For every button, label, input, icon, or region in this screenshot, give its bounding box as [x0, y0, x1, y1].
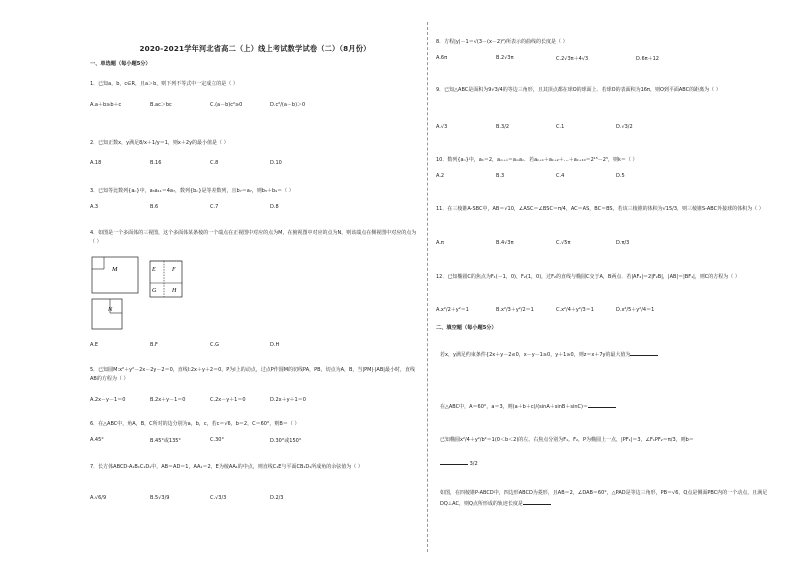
option-b: B.F — [150, 342, 158, 348]
question-4: 4．如图是一个多面体的三视图，这个多面体某条棱的一个端点在正视图中对应的点为M，在俯视图中对应的点为N，则该端点在侧视图中对应的点为（ ） — [90, 230, 417, 245]
option-d: D.H — [270, 342, 280, 348]
question-3: 3．已知等比数列{aₙ}中，a₃a₁₁＝4a₇，数列{bₙ}是等差数列，且b₇＝a₇，则b₅＋b₉＝（ ） — [90, 188, 294, 194]
option-d: D.c²/(a－b)＞0 — [270, 102, 306, 108]
option-a: A.3 — [90, 204, 99, 210]
answer-blank[interactable] — [588, 401, 616, 408]
fill-question-3-text: 已知椭圆x²/4＋y²/b²＝1(0＜b＜2)的左、右焦点分别为F₁，F₂，P为椭圆上一点，|PF₁|＝3，∠F₁PF₂＝π/3，则b＝ — [440, 437, 694, 443]
question-2: 2．已知正数x，y满足8/x＋1/y＝1，则x＋2y的最小值是（ ） — [90, 140, 229, 146]
question-10: 10．数列{aₙ}中，a₁＝2，aₘ₊ₙ＝aₘaₙ．若aₖ₊₁＋aₖ₊₂＋…＋aₖ₊₁₀＝2¹⁵－2⁵，则k＝（ ） — [436, 157, 638, 163]
label-g: G — [152, 288, 157, 294]
answer-blank[interactable] — [630, 349, 658, 356]
option-a: A.2x－y－1＝0 — [90, 397, 126, 403]
option-a: A.2 — [436, 173, 445, 179]
option-c: C.8 — [210, 160, 219, 166]
option-b: B.3 — [496, 173, 505, 179]
fill-question-3-answer — [440, 458, 640, 469]
option-b: B.4√3π — [496, 240, 514, 246]
option-c: C.G — [210, 342, 219, 348]
option-d: D.π/3 — [616, 240, 630, 246]
option-c: C.2x－y＋1＝0 — [210, 397, 246, 403]
option-c: C.(a－b)c²≥0 — [210, 102, 243, 108]
label-n: N — [108, 306, 113, 313]
label-f: F — [172, 267, 176, 273]
option-c: C.√5π — [556, 240, 571, 246]
answer-blank[interactable] — [440, 458, 468, 465]
fill-question-2 — [440, 401, 740, 412]
option-c: C.4 — [556, 173, 565, 179]
option-a: A.√3 — [436, 124, 448, 130]
option-b: B.45°或135° — [150, 438, 181, 444]
option-c: C.7 — [210, 204, 219, 210]
label-e: E — [152, 267, 156, 273]
option-d: D.2/3 — [270, 495, 284, 501]
option-b: B.ac＞bc — [150, 102, 172, 108]
option-d: D.10 — [270, 160, 282, 166]
section-single-choice: 一、单选题（每小题5分） — [90, 61, 151, 67]
label-m: M — [112, 266, 118, 273]
fill-question-1 — [440, 349, 740, 360]
option-b: B.2√3π — [496, 55, 514, 61]
option-d: D.8 — [270, 204, 279, 210]
front-view — [92, 257, 138, 293]
option-d: D.√3/2 — [616, 124, 633, 130]
answer-blank[interactable] — [523, 498, 551, 505]
option-c: C.√3/3 — [210, 495, 227, 501]
option-c: C.x²/4＋y²/3＝1 — [556, 307, 594, 313]
question-6: 6．在△ABC中，角A，B，C所对的边分别为a，b，c，若c＝√6，b＝2，C＝60°，则B＝（ ） — [90, 421, 300, 427]
question-8: 8．方程|y|－1＝√(3－(x－2)²)所表示的曲线的长度是（ ） — [436, 39, 568, 45]
option-c: C.30° — [210, 437, 224, 443]
option-b: B.x²/3＋y²/2＝1 — [496, 307, 534, 313]
option-c: C.2√3π＋4√3 — [556, 56, 589, 62]
option-a: A.a＋b≥b＋c — [90, 102, 122, 108]
option-b: B.3/2 — [496, 124, 510, 130]
side-view-figure — [148, 259, 196, 299]
top-view — [92, 299, 122, 329]
option-a: A.45° — [90, 437, 104, 443]
question-11: 11．在三棱锥A-SBC中，AB＝√10，∠ASC＝∠BSC＝π/4，AC＝AS，BC＝BS，若该三棱锥的体积为√15/3，则三棱锥S-ABC外接球的体积为（ ） — [436, 206, 764, 212]
exam-title: 2020-2021学年河北省高二（上）线上考试数学试卷（二）（8月份） — [139, 44, 371, 53]
option-b: B.5√3/9 — [150, 495, 170, 501]
option-b: B.16 — [150, 160, 162, 166]
column-divider — [427, 22, 428, 552]
question-5: 5．已知圆M:x²＋y²－2x－2y－2＝0，直线l:2x＋y＋2＝0，P为l上的动点，过点P作圆M的切线PA，PB，切点为A，B，当|PM|·|AB|最小时，直线AB的方程为（ ） — [90, 367, 415, 382]
fill-question-4-text: 如图，在四棱锥P-ABCD中，四边形ABCD为菱形，且AB＝2，∠DAB＝60°，△PAD是等边三角形，PB＝√6，Q点是侧面PBC内的一个动点，且满足DQ⊥AC，则Q点所形成的轨迹长度是 — [440, 490, 768, 507]
option-a: A.x²/2＋y²＝1 — [436, 307, 469, 313]
option-a: A.√6/9 — [90, 495, 107, 501]
fill-question-1-text: 若x，y满足约束条件{2x＋y－2≤0，x－y－1≥0，y＋1≥0，则z＝x＋7y的最大值为 — [440, 352, 631, 358]
label-h: H — [172, 288, 177, 294]
section-fill-in: 二、填空题（每小题5分） — [436, 325, 497, 331]
option-d: D.6π＋12 — [636, 56, 659, 62]
option-d: D.x²/5＋y²/4＝1 — [616, 307, 655, 313]
question-1: 1．已知a，b，c∈R，且a＞b，则下列不等式中一定成立的是（ ） — [90, 81, 238, 87]
fill-question-3 — [440, 436, 774, 445]
option-a: A.18 — [90, 160, 102, 166]
option-a: A.6π — [436, 55, 448, 61]
option-b: B.2x＋y－1＝0 — [150, 397, 186, 403]
fill-question-3-tail: 3/2 — [469, 461, 478, 467]
option-d: D.30°或150° — [270, 438, 302, 444]
option-a: A.π — [436, 240, 444, 246]
option-a: A.E — [90, 342, 99, 348]
option-c: C.1 — [556, 124, 565, 130]
option-d: D.2x＋y＋1＝0 — [270, 397, 306, 403]
fill-question-4 — [440, 489, 774, 509]
question-9: 9．已知△ABC是面积为9√3/4的等边三角形，且其顶点都在球O的球面上．若球O的表面积为16π，则O到平面ABC的距离为（ ） — [436, 87, 721, 93]
fill-question-2-text: 在△ABC中，A＝60°，a＝3，则(a＋b＋c)/(sinA＋sinB＋sinC)＝ — [440, 404, 588, 410]
option-d: D.5 — [616, 173, 625, 179]
option-b: B.6 — [150, 204, 159, 210]
question-12: 12．已知椭圆C的焦点为F₁(－1，0)，F₂(1，0)，过F₂的直线与椭圆C交于A，B两点．若|AF₂|＝2|F₂B|，|AB|＝|BF₁|，则C的方程为（ ） — [436, 274, 740, 280]
question-7: 7．长方体ABCD-A₁B₁C₁D₁中，AB＝AD＝1，AA₁＝2，E为棱AA₁的中点，则直线C₁E与平面CB₁D₁所成角的余弦值为（ ） — [90, 464, 363, 470]
